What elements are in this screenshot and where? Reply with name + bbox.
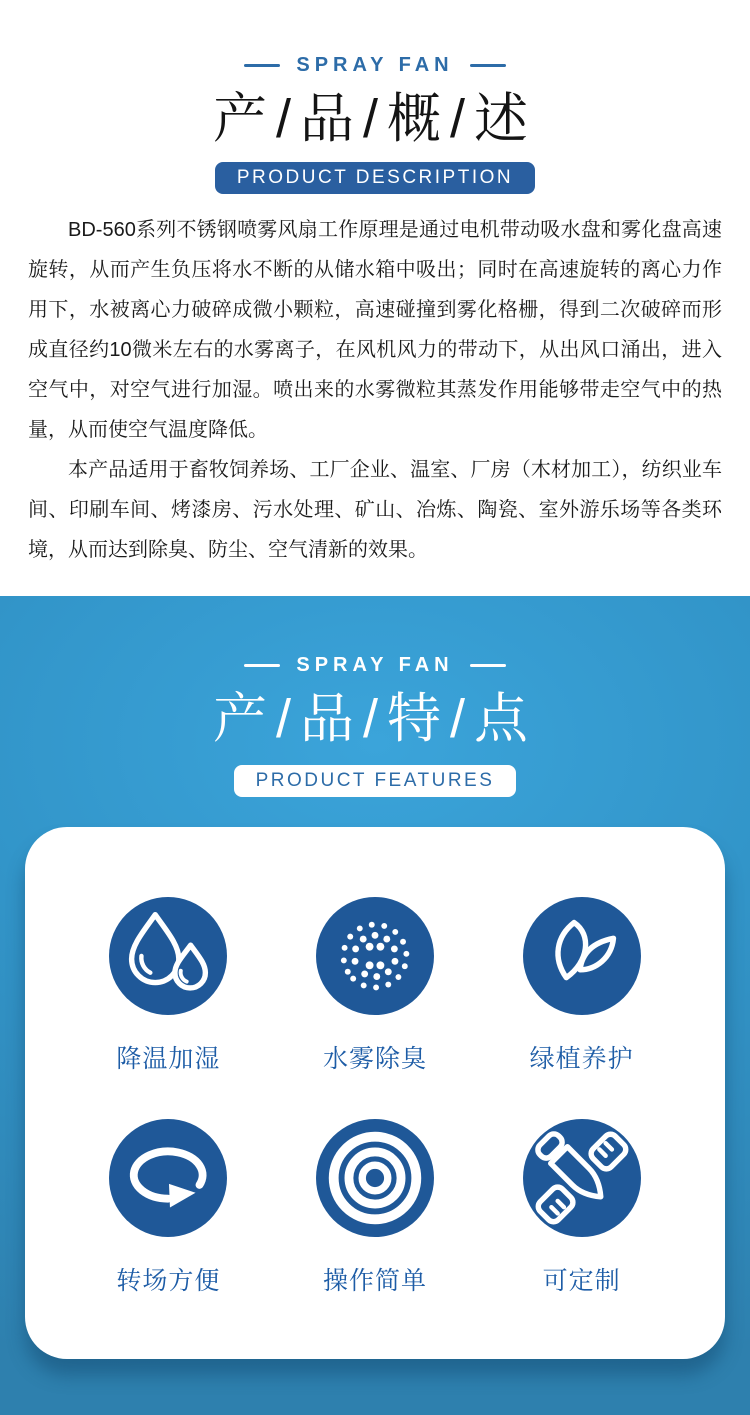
brand-row: [0, 654, 750, 677]
dash-line-icon: [244, 664, 280, 667]
description-paragraph: BD-560系列不锈钢喷雾风扇工作原理是通过电机带动吸水盘和雾化盘高速旋转，从而产生负压将水不断的从储水箱中吸出；同时在高速旋转的离心力作用下，水被离心力破碎成微小颗粒，高速碰撞到雾化格栅，得到二次破碎而形成直径约10微米左右的水雾离子，在风机风力的带动下，从出风口涌出，进入空气中，对空气进行加湿。喷出来的水雾微粒其蒸发作用能够带走空气中的热量，从而使空气温度降低。: [28, 218, 722, 441]
leaves-icon: [523, 897, 641, 1015]
water-drops-icon: [109, 897, 227, 1015]
feature-item: [272, 1119, 479, 1297]
mist-dots-icon: [316, 897, 434, 1015]
product-features-section: [0, 596, 750, 1415]
brand-text: SPRAY FAN: [296, 653, 454, 676]
description-paragraph: 本产品适用于畜牧饲养场、工厂企业、温室、厂房（木材加工），纺织业车间、印刷车间、烤漆房、污水处理、矿山、冶炼、陶瓷、室外游乐场等各类环境，从而达到除臭、防尘、空气清新的效果。: [28, 458, 722, 561]
feature-item: [478, 1119, 685, 1297]
feature-label: 绿植养护: [529, 1045, 634, 1074]
pen-ruler-icon: [523, 1119, 641, 1237]
section-subtitle-badge: PRODUCT FEATURES: [234, 765, 517, 797]
feature-item: [272, 897, 479, 1075]
section-title: 产/品/概/述: [212, 89, 537, 149]
feature-item: [478, 897, 685, 1075]
rotate-arrow-icon: [109, 1119, 227, 1237]
dash-line-icon: [470, 64, 506, 67]
concentric-circles-icon: [316, 1119, 434, 1237]
brand-row: [0, 54, 750, 77]
features-card: [25, 827, 725, 1359]
feature-label: 水雾除臭: [322, 1045, 427, 1074]
feature-item: [65, 1119, 272, 1297]
feature-label: 降温加湿: [116, 1045, 221, 1074]
section-title: 产/品/特/点: [212, 688, 537, 749]
product-description-section: [0, 0, 750, 596]
dash-line-icon: [244, 64, 280, 67]
feature-label: 转场方便: [116, 1267, 221, 1296]
brand-text: SPRAY FAN: [296, 54, 454, 76]
feature-label: 可定制: [542, 1267, 621, 1296]
feature-item: [65, 897, 272, 1075]
section-subtitle-badge: PRODUCT DESCRIPTION: [215, 162, 535, 194]
feature-label: 操作简单: [322, 1267, 427, 1296]
dash-line-icon: [470, 664, 506, 667]
